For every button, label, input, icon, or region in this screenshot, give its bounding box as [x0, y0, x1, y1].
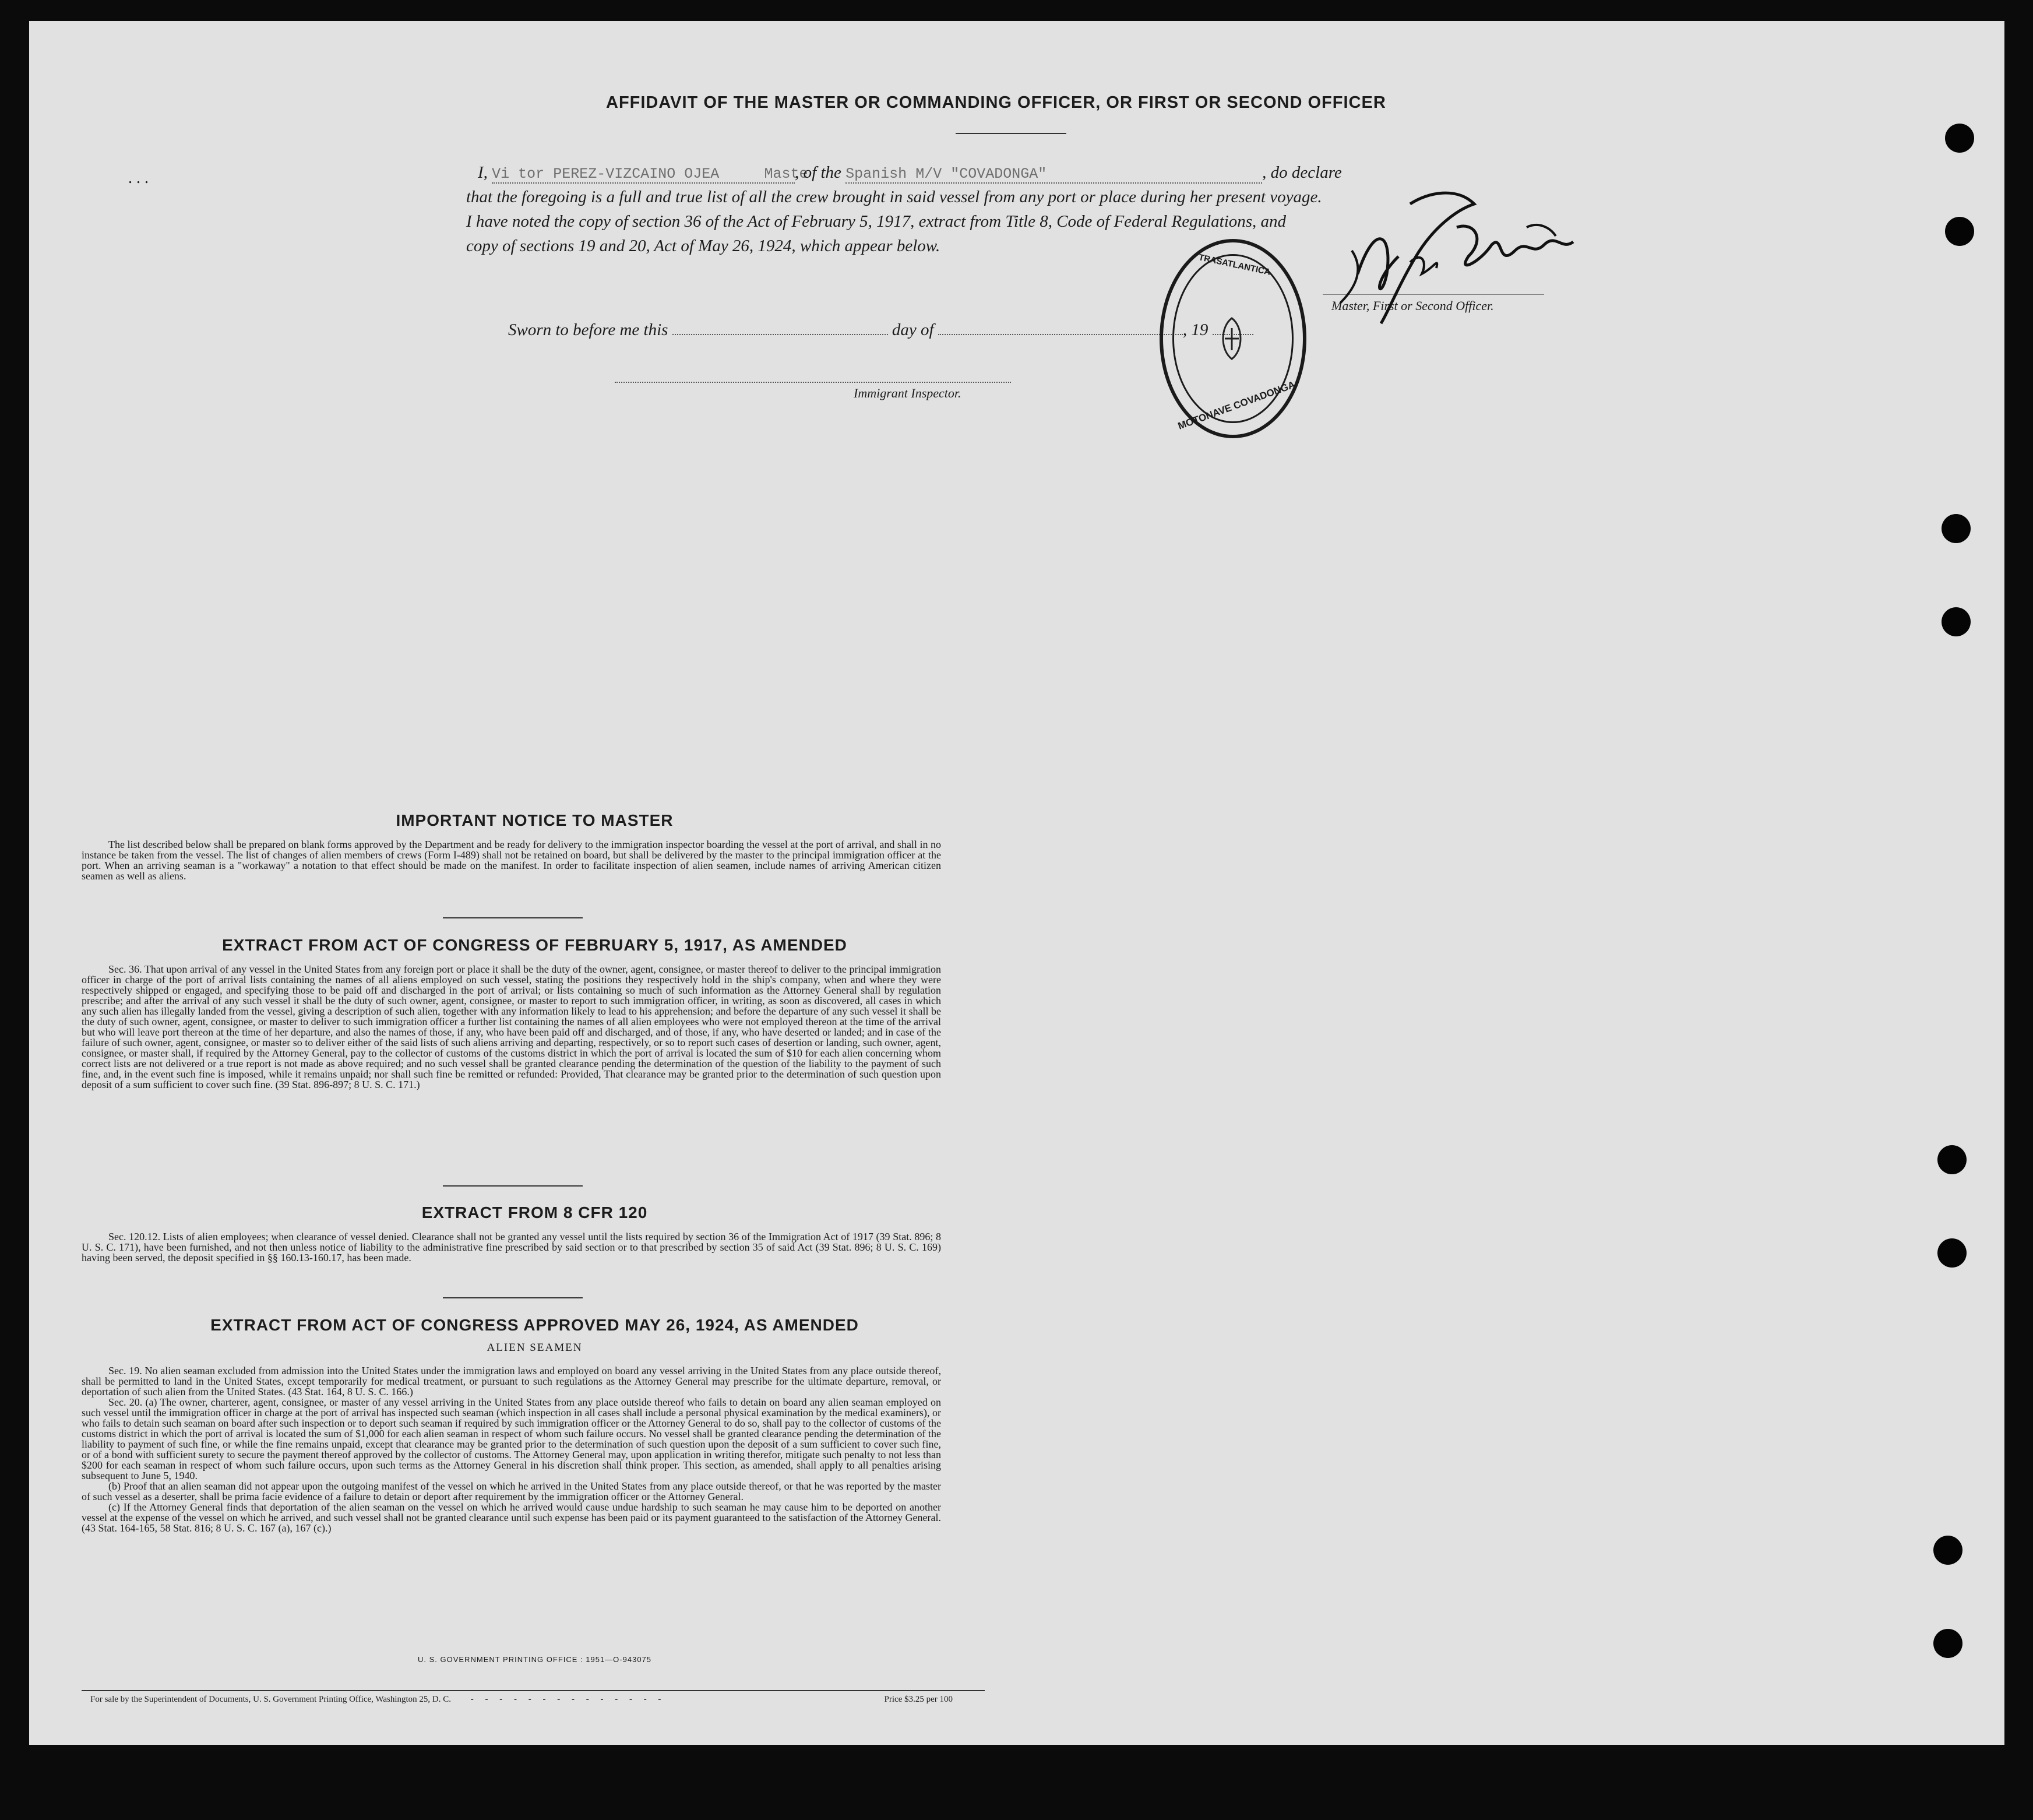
seal-bottom-text: MOTONAVE COVADONGA	[1176, 379, 1297, 432]
punch-hole	[1937, 1238, 1967, 1268]
page-title: AFFIDAVIT OF THE MASTER OR COMMANDING OFFICER, OR FIRST OR SECOND OFFICER	[606, 93, 1386, 112]
extract-1917-title: EXTRACT FROM ACT OF CONGRESS OF FEBRUARY 5, 1917, AS AMENDED	[222, 936, 847, 954]
extract-cfr-title: EXTRACT FROM 8 CFR 120	[421, 1203, 648, 1221]
notice-title: IMPORTANT NOTICE TO MASTER	[396, 811, 674, 829]
year-prefix: , 19	[1182, 321, 1208, 339]
title-divider	[956, 133, 1066, 134]
section-36-paragraph: Sec. 36. That upon arrival of any vessel in the United States from any foreign port or place it shall be the duty of the owner, agent, consignee, or master thereof to deliver to the principal immigration officer in charge of the port of arrival lists containing the names of all aliens employed on such vessel, stating the positions they respectively hold in the ship's company, when and where they were respectively shipped or engaged, and specifying those to be paid off and discharged in the port of arrival; or lists containing so much of such information as the Attorney General shall by regulation prescribe; and after the arrival of any such vessel it shall be the duty of such owner, agent, consignee, or master to report to such immigration officer, in writing, as soon as discovered, all cases in which any such alien has illegally landed from the vessel, giving a description of such alien, together with any information likely to lead to his apprehension; and before the departure of any such vessel it shall be the duty of such owner, agent, consignee, or master to deliver to such immigration officer a further list containing the names of all alien employees who were not employed thereon at the time of the arrival but who will leave port thereon at the time of her departure, and also the names of those, if any, who have been paid off and discharged, and of those, if any, who have deserted or landed; and in case of the failure of such owner, agent, consignee, or master so to deliver either of the said lists of such aliens arriving and departing, respectively, or so to report such cases of desertion or landing, such owner, agent, consignee, or master shall, if required by the Attorney General, pay to the collector of customs of the customs district in which the port of arrival is located the sum of $10 for each alien concerning whom correct lists are not delivered or a true report is not made as above required; and no such vessel shall be granted clearance pending the determination of the question of the liability to the payment of such fine, and, in the event such fine is imposed, while it remains unpaid; nor shall such fine be remitted or refunded: Provided, That clearance may be granted prior to the determination of such question upon deposit of a sum sufficient to cover such fine. (39 Stat. 896-897; 8 U. S. C. 171.)	[82, 963, 941, 1090]
punch-hole	[1942, 514, 1971, 543]
price-text: Price $3.25 per 100	[884, 1695, 953, 1704]
sworn-prefix: Sworn to before me this	[508, 321, 668, 339]
alien-seamen-subtitle: ALIEN SEAMEN	[487, 1342, 583, 1354]
punch-hole	[1945, 124, 1974, 153]
officer-label: Master, First or Second Officer.	[1331, 298, 1494, 313]
day-of-text: day of	[892, 321, 934, 339]
typed-name: Vi tor PEREZ-VIZCAINO OJEA	[492, 166, 720, 182]
month-field	[938, 334, 1183, 335]
day-field	[672, 334, 888, 335]
punch-hole	[1937, 1145, 1967, 1174]
divider-3	[443, 1297, 583, 1298]
affidavit-line-4: copy of sections 19 and 20, Act of May 26, 1924, which appear below.	[466, 237, 940, 255]
extract-1924-text	[82, 1365, 941, 1533]
typed-vessel: Spanish M/V "COVADONGA"	[845, 166, 1047, 182]
affidavit-i: I,	[478, 163, 488, 182]
affidavit-line-3: I have noted the copy of section 36 of the Act of February 5, 1917, extract from Title 8, Code of Federal Regulations, and	[466, 212, 1287, 231]
sale-leader: - - - - - - - - - - - - - -	[470, 1695, 666, 1704]
section-120-paragraph: Sec. 120.12. Lists of alien employees; when clearance of vessel denied. Clearance shall not be granted any vessel until the lists required by section 36 of the Immigration Act of 1917 (39 Stat. 896; 8 U. S. C. 171), have been furnished, and not then unless notice of liability to the administrative fine prescribed by said section or to that prescribed by section 35 of said Act (39 Stat. 896; 8 U. S. C. 169) having been served, the deposit specified in §§ 160.13-160.17, has been made.	[82, 1231, 941, 1263]
extract-1924-title: EXTRACT FROM ACT OF CONGRESS APPROVED MAY 26, 1924, AS AMENDED	[210, 1316, 859, 1334]
do-declare-text: , do declare	[1262, 163, 1342, 182]
name-field	[492, 163, 808, 184]
gpo-imprint: U. S. GOVERNMENT PRINTING OFFICE : 1951—O-943075	[417, 1655, 652, 1664]
punch-hole	[1933, 1629, 1962, 1658]
seal-top-text: TRASATLANTICA	[1197, 252, 1271, 277]
affidavit-line-1	[466, 163, 1342, 184]
punch-hole	[1942, 607, 1971, 636]
section-20a-paragraph: Sec. 20. (a) The owner, charterer, agent, consignee, or master of any vessel arriving in the United States from any place outside thereof who fails to detain on board any alien seaman employed on such vessel until the immigration officer in charge at the port of arrival has inspected such seaman (which inspection in all cases shall include a personal physical examination by the medical examiners), or who fails to detain such seaman on board after such inspection or to deport such seaman if required by such immigration officer or the Attorney General to do so, shall pay to the collector of customs of the customs district in which the port of arrival is located the sum of $1,000 for each alien seaman in respect of whom such failure occurs. No vessel shall be granted clearance pending the determination of the liability to payment of such fine, or while the fine remains unpaid, except that clearance may be granted prior to the determination of such question upon the deposit of a sum sufficient to cover such fine, or of a bond with sufficient surety to secure the payment thereof approved by the collector of customs. The Attorney General may, upon application in writing therefor, mitigate such penalty to not less than $200 for each seaman in respect of whom such failure occurs, upon such terms as the Attorney General in his discretion shall think proper. This section, as amended, shall apply to all penalties arising subsequent to June 5, 1940.	[82, 1396, 941, 1481]
notice-paragraph: The list described below shall be prepared on blank forms approved by the Department and be ready for delivery to the immigration inspector boarding the vessel at the port of arrival, and shall in no instance be taken from the vessel. The list of changes of alien members of crews (Form I-489) shall not be retained on board, but shall be delivered by the master to the principal immigration officer at the port. When an arriving seaman is a "workaway" a notation to that effect should be made on the manifest. In order to facilitate inspection of alien seamen, include names of arriving American citizen seamen as well as aliens.	[82, 839, 941, 882]
extract-1917-text	[82, 964, 941, 1090]
margin-mark: . . .	[128, 169, 149, 187]
affidavit-line-2: that the foregoing is a full and true list of all the crew brought in said vessel from any port or place during her present voyage.	[466, 188, 1322, 206]
sale-notice	[90, 1695, 953, 1705]
inspector-label: Immigrant Inspector.	[854, 386, 961, 400]
divider-1	[443, 917, 583, 918]
inspector-signature-line	[615, 382, 1011, 383]
section-20c-paragraph: (c) If the Attorney General finds that deportation of the alien seaman on the vessel on which he arrived would cause undue hardship to such seaman he may cause him to be deported on another vessel at the expense of the vessel on which he arrived, and such vessel shall not be granted clearance until such expense has been paid or its payment guaranteed to the satisfaction of the Attorney General. (43 Stat. 164-165, 58 Stat. 816; 8 U. S. C. 167 (a), 167 (c).)	[82, 1501, 941, 1534]
punch-hole	[1933, 1536, 1962, 1565]
sworn-line	[508, 321, 1253, 340]
punch-hole	[1945, 217, 1974, 246]
section-19-paragraph: Sec. 19. No alien seaman excluded from admission into the United States under the immigration laws and employed on board any vessel arriving in the United States from any place outside thereof, shall be permitted to land in the United States, except temporarily for medical treatment, or pursuant to such regulations as the Attorney General may prescribe for the ultimate departure, removal, or deportation of such alien from the United States. (43 Stat. 164, 8 U. S. C. 166.)	[82, 1365, 941, 1397]
seal-emblem-icon	[1214, 315, 1249, 362]
extract-cfr-text	[82, 1231, 941, 1263]
footer-rule	[82, 1690, 985, 1691]
notice-text	[82, 839, 941, 881]
of-the-text: , of the	[795, 163, 841, 182]
vessel-field	[845, 163, 1262, 184]
section-20b-paragraph: (b) Proof that an alien seaman did not appear upon the outgoing manifest of the vessel on which he arrived in the United States from any place outside thereof, or that he was reported by the master of such vessel as a deserter, shall be prima facie evidence of a failure to detain or deport after requirement by the immigration officer or the Attorney General.	[82, 1480, 941, 1502]
master-signature	[1282, 186, 1585, 326]
typed-rank: Maste	[764, 166, 808, 182]
sale-text: For sale by the Superintendent of Documents, U. S. Government Printing Office, Washington 25, D. C.	[90, 1695, 451, 1704]
divider-2	[443, 1185, 583, 1187]
